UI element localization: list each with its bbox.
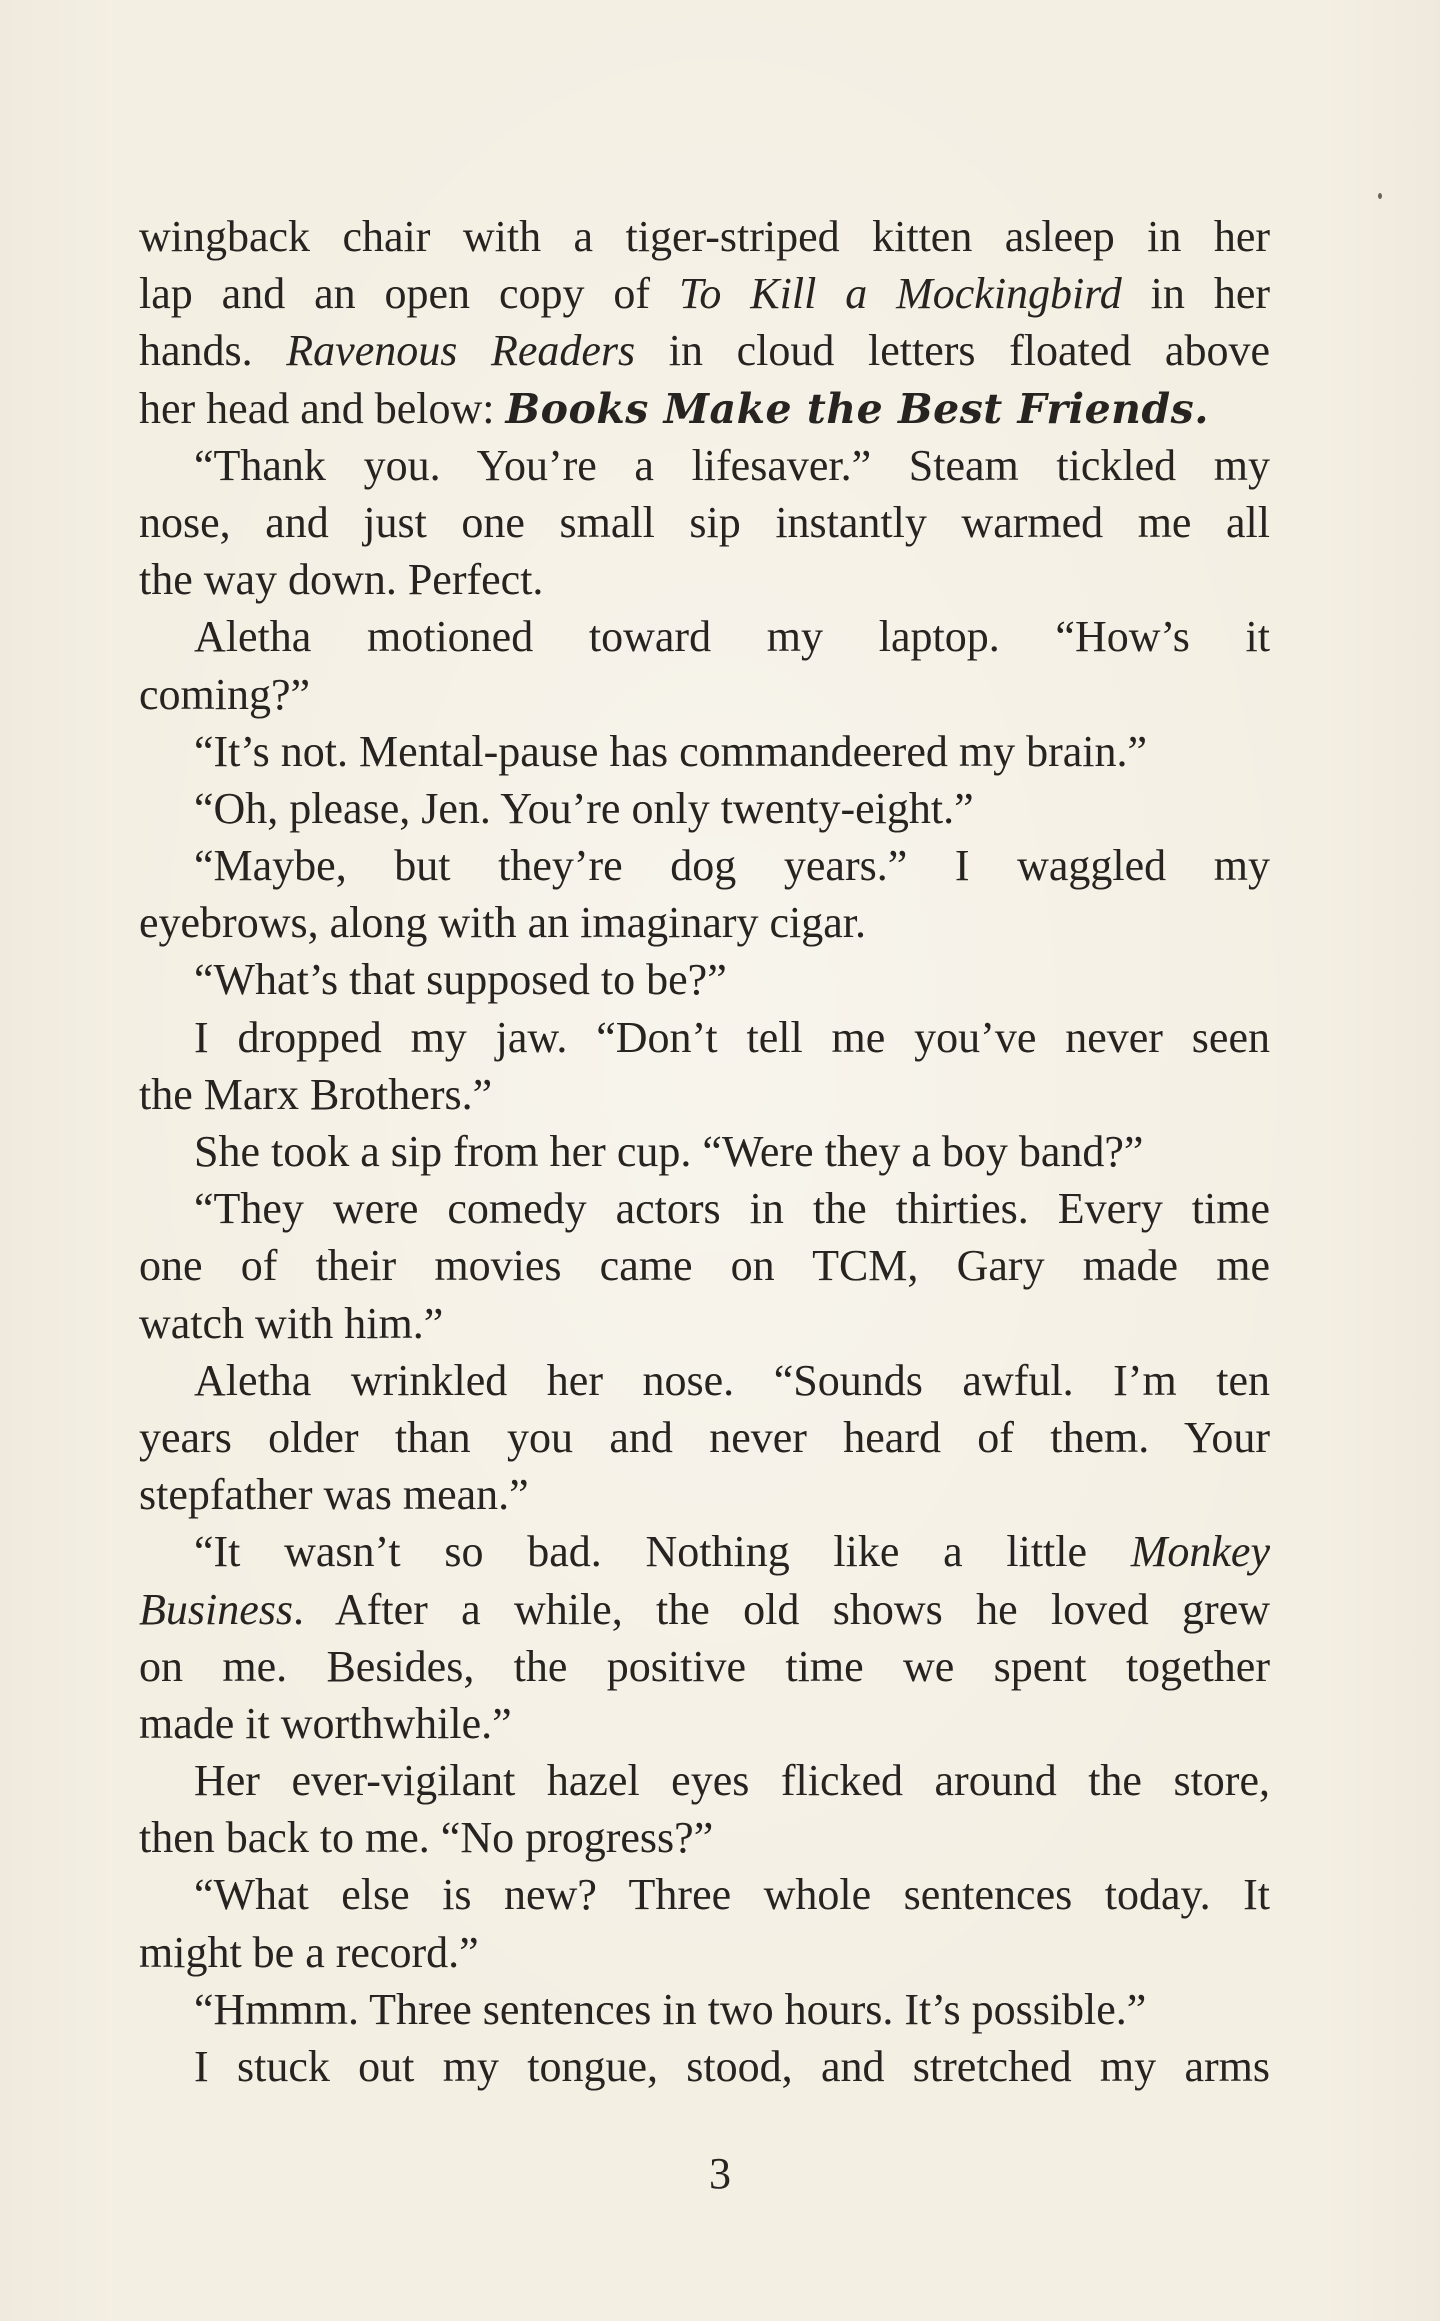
text-segment: “They were comedy actors in the thirties. Every time [194,1184,1270,1234]
text-segment: coming?” [139,669,311,719]
text-line [139,666,1270,723]
text-segment: “Thank you. You’re a lifesaver.” Steam tickled my [194,440,1270,490]
italic-title: To Kill a Mockingbird [678,269,1122,319]
text-line [139,894,1270,951]
text-line [139,437,1270,494]
text-segment: “What else is new? Three whole sentences today. It [194,1870,1270,1920]
sign-script-text: Books Make the Best Friends. [505,384,1209,433]
text-line [139,1581,1270,1638]
text-segment: on me. Besides, the positive time we spent together [139,1641,1270,1691]
text-line [139,837,1270,894]
text-line [139,2038,1270,2095]
text-segment: her head and below: [139,383,506,433]
italic-title: Monkey [1130,1527,1270,1577]
text-segment: nose, and just one small sip instantly warmed me all [139,497,1270,547]
text-segment: “Hmmm. Three sentences in two hours. It’s possible.” [194,1984,1147,2034]
text-line [139,951,1270,1008]
text-line [139,1981,1270,2038]
text-segment: I dropped my jaw. “Don’t tell me you’ve never seen [194,1012,1270,1062]
text-line [139,1752,1270,1809]
text-line [139,1180,1270,1237]
page-number: 3 [709,2149,731,2198]
text-line [139,551,1270,608]
text-line [139,322,1270,379]
text-segment: “Maybe, but they’re dog years.” I waggled my [194,841,1270,891]
body-text [139,208,1270,2095]
text-line [139,1295,1270,1352]
text-line [139,1123,1270,1180]
text-segment: “Oh, please, Jen. You’re only twenty-eight.” [194,783,974,833]
text-segment: Her ever-vigilant hazel eyes flicked around the store, [194,1756,1270,1806]
text-line [139,1523,1270,1580]
text-segment: in cloud letters floated above [635,326,1270,376]
text-segment: years older than you and never heard of them. Your [139,1412,1270,1462]
text-segment: the Marx Brothers.” [139,1069,493,1119]
text-line [139,1009,1270,1066]
text-line [139,265,1270,322]
text-line [139,1809,1270,1866]
text-line [139,608,1270,665]
text-line [139,1409,1270,1466]
text-line [139,1695,1270,1752]
italic-title: Business [139,1584,293,1634]
text-segment: lap and an open copy of [139,269,679,319]
text-line [139,1638,1270,1695]
text-line [139,494,1270,551]
text-segment: made it worthwhile.” [139,1698,512,1748]
text-segment: “It wasn’t so bad. Nothing like a little [194,1527,1131,1577]
text-segment: then back to me. “No progress?” [139,1813,714,1863]
text-line [139,723,1270,780]
text-segment: . After a while, the old shows he loved grew [293,1584,1270,1634]
text-segment: stepfather was mean.” [139,1470,529,1520]
text-segment: “It’s not. Mental-pause has commandeered my brain.” [194,726,1148,776]
text-line [139,1466,1270,1523]
text-segment: wingback chair with a tiger-striped kitten asleep in her [139,212,1270,261]
text-segment: watch with him.” [139,1298,444,1348]
text-line [139,780,1270,837]
text-line [139,1924,1270,1981]
text-line [139,1237,1270,1294]
text-segment: “What’s that supposed to be?” [194,955,727,1005]
text-line [139,380,1270,437]
paper-speck [1378,193,1382,199]
text-segment: eyebrows, along with an imaginary cigar. [139,898,867,948]
text-segment: in her [1121,269,1270,319]
text-segment: hands. [139,326,287,376]
text-segment: Aletha wrinkled her nose. “Sounds awful. I’m ten [194,1355,1270,1405]
text-line [139,1866,1270,1923]
text-segment: might be a record.” [139,1927,479,1977]
text-segment: She took a sip from her cup. “Were they a boy band?” [194,1127,1144,1176]
text-segment: Aletha motioned toward my laptop. “How’s it [194,612,1270,662]
text-segment: the way down. Perfect. [139,555,544,605]
italic-title: Ravenous Readers [286,326,636,376]
text-segment: I stuck out my tongue, stood, and stretched my arms [194,2042,1270,2091]
text-line [139,1352,1270,1409]
text-segment: one of their movies came on TCM, Gary made me [139,1241,1270,1291]
text-line [139,1066,1270,1123]
text-line [139,208,1270,265]
